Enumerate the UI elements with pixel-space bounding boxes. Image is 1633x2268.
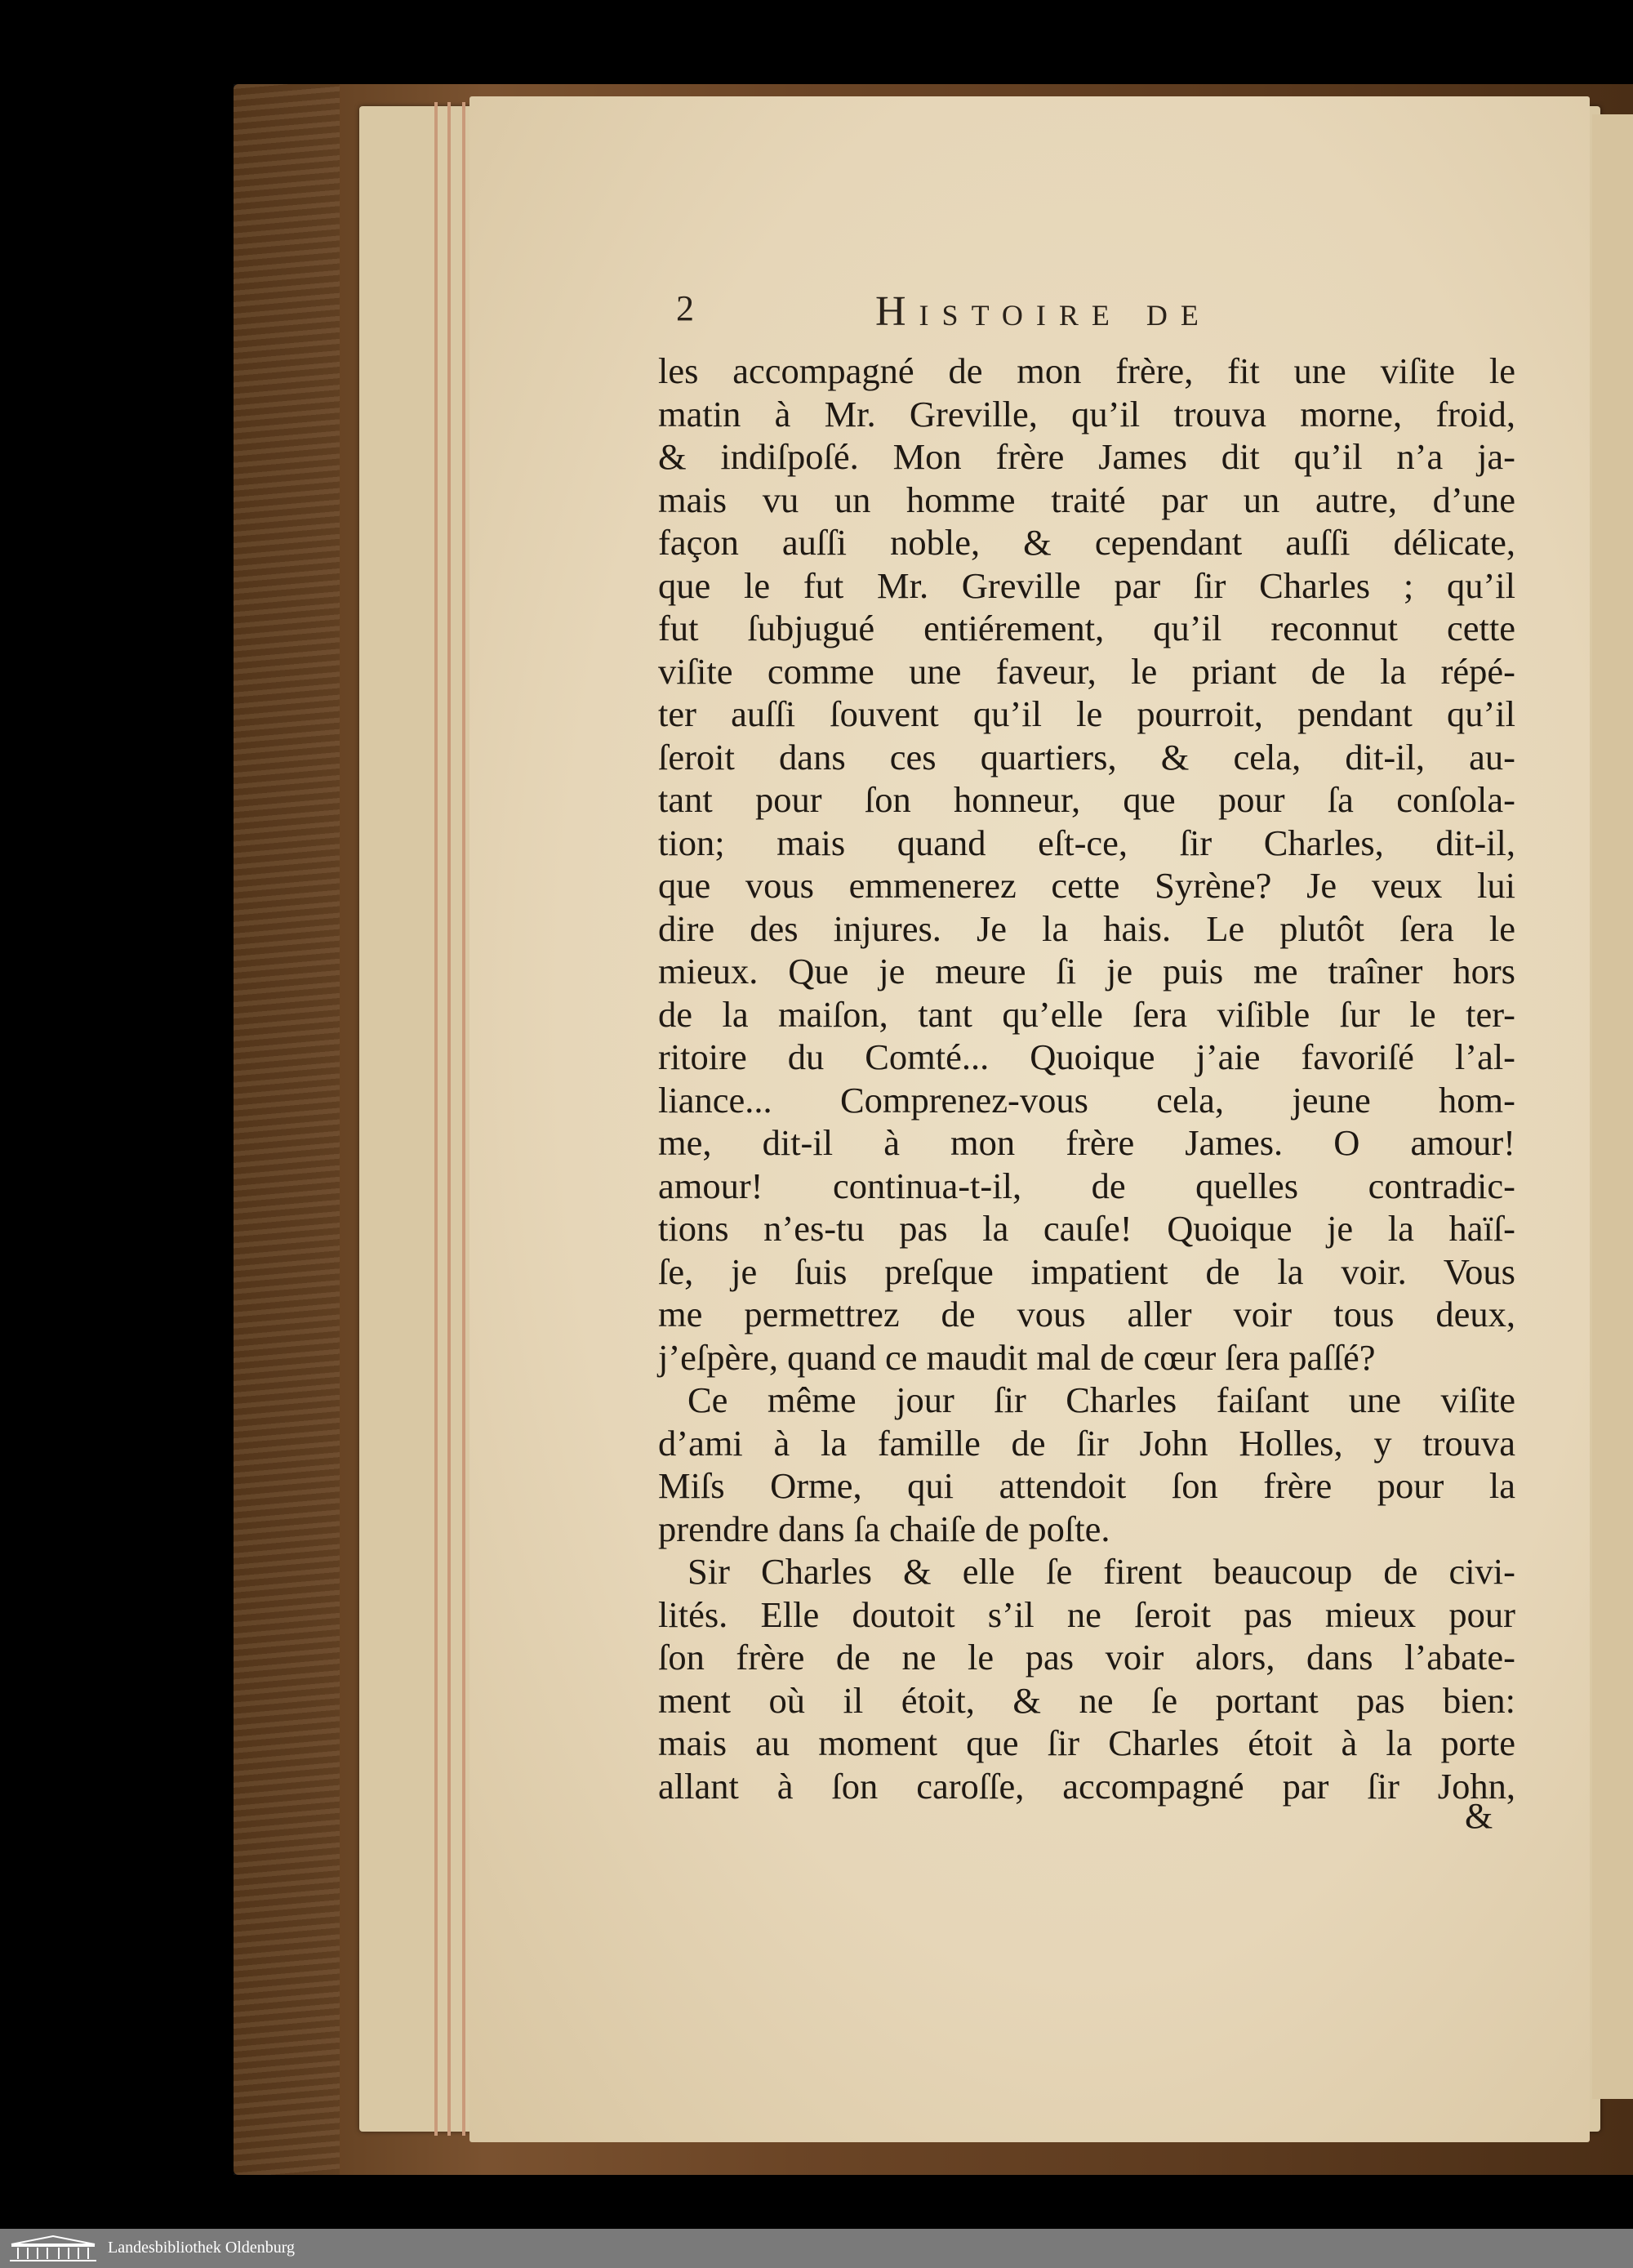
text-line: liance... Comprenez-vous cela, jeune hom- bbox=[658, 1079, 1515, 1121]
page-edge bbox=[462, 102, 465, 2136]
page-edge bbox=[447, 102, 451, 2136]
running-head bbox=[676, 287, 1501, 336]
text-line: amour! continua-t-il, de quelles contradic- bbox=[658, 1165, 1515, 1206]
page-number: 2 bbox=[676, 288, 694, 328]
cover-spine-texture bbox=[234, 84, 340, 2175]
text-line: les accompagné de mon frère, fit une viſite le bbox=[658, 350, 1515, 391]
text-line: ſe, je ſuis preſque impatient de la voir. Vous bbox=[658, 1250, 1515, 1292]
running-title: Histoire de bbox=[875, 288, 1212, 335]
page-edge bbox=[434, 102, 438, 2136]
text-line: fut ſubjugué entiérement, qu’il reconnut cette bbox=[658, 608, 1515, 648]
library-name: Landesbibliothek Oldenburg bbox=[108, 2239, 296, 2257]
text-line: tant pour ſon honneur, que pour ſa conſola- bbox=[658, 779, 1515, 820]
text-line: Miſs Orme, qui attendoit ſon frère pour la bbox=[658, 1465, 1515, 1506]
text-line: prendre dans ſa chaiſe de poſte. bbox=[658, 1508, 1110, 1549]
library-building-icon bbox=[8, 2235, 98, 2262]
text-line: j’eſpère, quand ce maudit mal de cœur ſera paſſé? bbox=[658, 1336, 1376, 1378]
text-line: ſon frère de ne le pas voir alors, dans l’abate- bbox=[658, 1637, 1515, 1678]
text-line: Ce même jour ſir Charles faiſant une viſite bbox=[687, 1379, 1515, 1420]
text-line: Sir Charles & elle ſe firent beaucoup de civi- bbox=[687, 1551, 1515, 1592]
text-line: me permettrez de vous aller voir tous deux, bbox=[658, 1294, 1515, 1335]
text-line: ſeroit dans ces quartiers, & cela, dit-il, au- bbox=[658, 736, 1515, 778]
text-line: que le fut Mr. Greville par ſir Charles ; qu’il bbox=[658, 564, 1515, 606]
text-line: viſite comme une faveur, le priant de la répé- bbox=[658, 650, 1515, 692]
text-line: ment où il étoit, & ne ſe portant pas bien: bbox=[658, 1679, 1515, 1721]
text-line: ritoire du Comté... Quoique j’aie favoriſé l’al- bbox=[658, 1036, 1515, 1077]
text-line: ter auſſi ſouvent qu’il le pourroit, pendant qu’il bbox=[658, 693, 1515, 734]
text-line: façon auſſi noble, & cependant auſſi délicate, bbox=[658, 522, 1515, 563]
footer-bar bbox=[0, 2229, 1633, 2268]
body-text bbox=[658, 350, 1515, 1807]
text-line: allant à ſon caroſſe, accompagné par ſir John, bbox=[658, 1765, 1515, 1807]
text-line: que vous emmenerez cette Syrène? Je veux lui bbox=[658, 865, 1515, 906]
text-line: d’ami à la famille de ſir John Holles, y trouva bbox=[658, 1422, 1515, 1464]
text-line: tion; mais quand eſt-ce, ſir Charles, dit-il, bbox=[658, 822, 1515, 863]
text-line: mieux. Que je meure ſi je puis me traîner hors bbox=[658, 951, 1515, 991]
facing-page-edge bbox=[1592, 114, 1633, 2099]
text-line: & indiſpoſé. Mon frère James dit qu’il n’a ja- bbox=[658, 436, 1515, 477]
text-line: me, dit-il à mon frère James. O amour! bbox=[658, 1122, 1515, 1163]
text-line: lités. Elle doutoit s’il ne ſeroit pas mieux pour bbox=[658, 1593, 1515, 1635]
text-line: dire des injures. Je la hais. Le plutôt ſera le bbox=[658, 907, 1515, 949]
text-line: matin à Mr. Greville, qu’il trouva morne, froid, bbox=[658, 393, 1515, 434]
catchword: & bbox=[1465, 1796, 1493, 1836]
text-line: mais vu un homme traité par un autre, d’une bbox=[658, 479, 1515, 520]
text-line: tions n’es-tu pas la cauſe! Quoique je la haïſ- bbox=[658, 1208, 1515, 1249]
text-line: de la maiſon, tant qu’elle ſera viſible ſur le ter- bbox=[658, 993, 1515, 1035]
text-line: mais au moment que ſir Charles étoit à la porte bbox=[658, 1722, 1515, 1763]
